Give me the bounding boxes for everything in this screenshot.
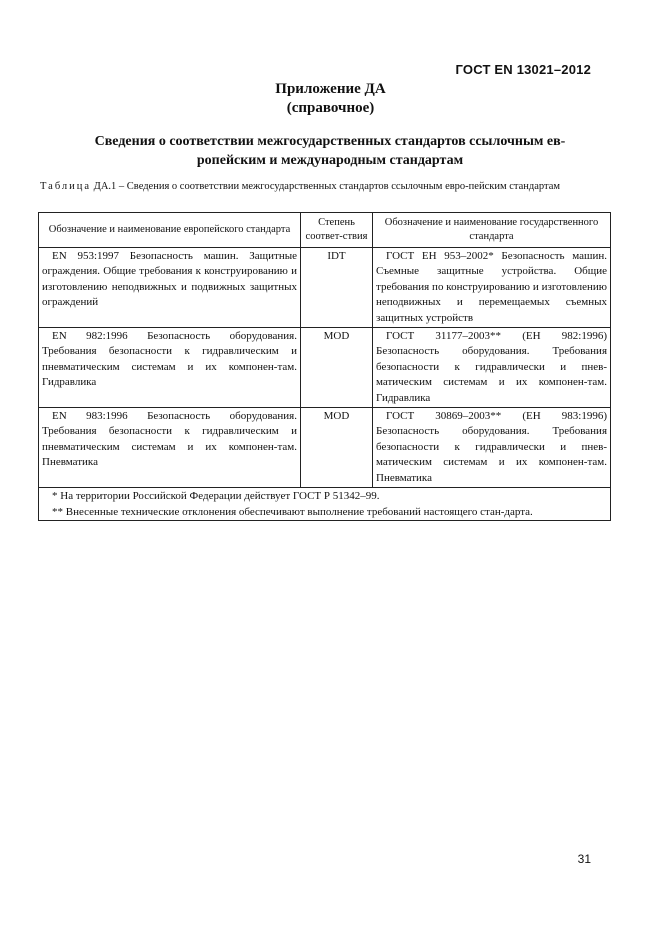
table-row: [39, 328, 611, 408]
table-row: [39, 408, 611, 488]
page-number: 31: [577, 852, 591, 866]
footnote-1: * На территории Российской Федерации действует ГОСТ Р 51342–99.: [52, 490, 380, 503]
cell-degree: MOD: [301, 408, 373, 488]
table-footnotes: [39, 488, 611, 521]
cell-degree: IDT: [301, 248, 373, 328]
table-caption-text: ДА.1 – Сведения о соответствии межгосударственных стандартов ссылочным евро-пейским стандартам: [91, 181, 561, 192]
cell-national-standard: ГОСТ 30869–2003** (ЕН 983:1996) Безопасность оборудования. Требования безопасности к гидравлически и пнев-матическим системам и их компонен-там. Пневматика: [373, 408, 611, 488]
section-title: [40, 132, 620, 170]
header-european-standard: Обозначение и наименование европейского стандарта: [39, 213, 301, 248]
appendix-heading: [0, 80, 661, 118]
standards-table: [38, 212, 611, 521]
table-caption: [40, 180, 610, 193]
cell-degree: MOD: [301, 328, 373, 408]
section-title-line-2: ропейским и международным стандартам: [196, 153, 464, 168]
appendix-title: Приложение ДА: [275, 81, 386, 97]
header-degree: Степень соответ-ствия: [301, 213, 373, 248]
cell-european-standard: EN 982:1996 Безопасность оборудования. Требования безопасности к гидравлическим и пневматическим системам и их компонен-там. Гидравлика: [39, 328, 301, 408]
table-header-row: [39, 213, 611, 248]
cell-european-standard: EN 983:1996 Безопасность оборудования. Требования безопасности к гидравлическим и пневматическим системам и их компонен-там. Пневматика: [39, 408, 301, 488]
document-code: ГОСТ EN 13021–2012: [455, 62, 591, 77]
section-title-line-1: Сведения о соответствии межгосударственных стандартов ссылочным ев-: [94, 134, 566, 149]
cell-national-standard: ГОСТ ЕН 953–2002* Безопасность машин. Съемные защитные устройства. Общие требования по конструированию и изготовлению неподвижных и перемещаемых съемных защитных устройств: [373, 248, 611, 328]
footnote-2: ** Внесенные технические отклонения обеспечивают выполнение требований настоящего стан-дарта.: [52, 505, 533, 518]
cell-national-standard: ГОСТ 31177–2003** (ЕН 982:1996) Безопасность оборудования. Требования безопасности к гидравлически и пнев-матическим системам и их компонен-там. Гидравлика: [373, 328, 611, 408]
cell-european-standard: EN 953:1997 Безопасность машин. Защитные ограждения. Общие требования к конструированию и изготовлению неподвижных и подвижных защитных ограждений: [39, 248, 301, 328]
table-caption-label: Таблица: [40, 181, 92, 192]
table-row: [39, 248, 611, 328]
header-national-standard: Обозначение и наименование государственного стандарта: [373, 213, 611, 248]
table-footnote-row: [39, 488, 611, 521]
appendix-subtitle: (справочное): [286, 100, 375, 116]
